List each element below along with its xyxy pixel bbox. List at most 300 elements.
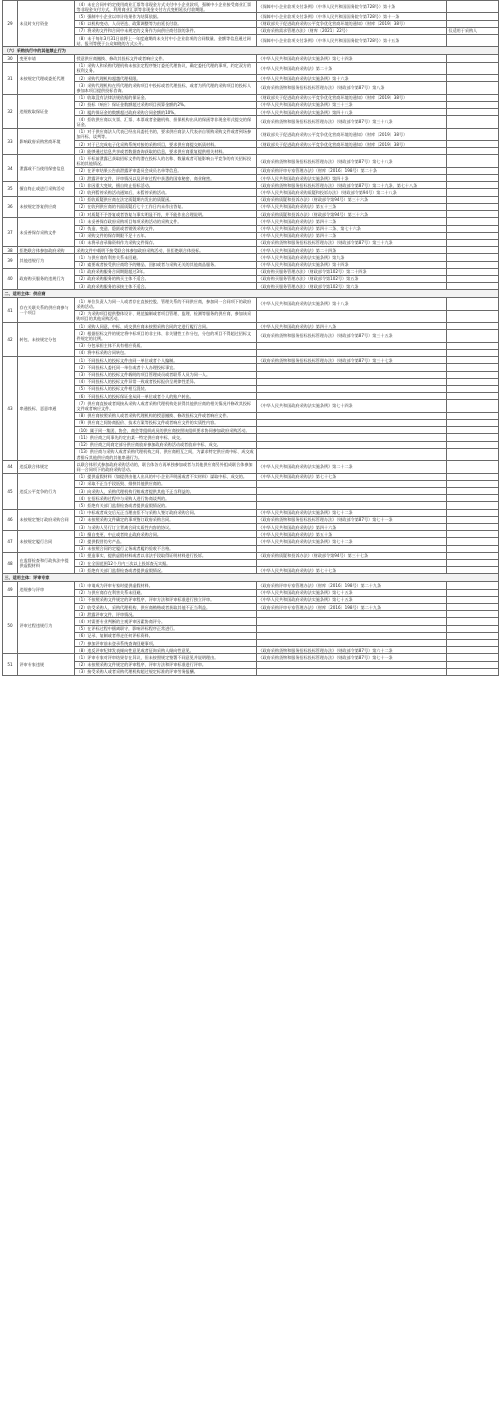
row-number: 48 bbox=[3, 552, 18, 574]
legal-basis-cell bbox=[257, 488, 447, 495]
situation-cell: （1）单位负责人为同一人或者存在直接控股、管理关系的不同供应商，参加同一合同项下的政府采购活动。 bbox=[75, 298, 257, 310]
table-row bbox=[3, 1, 499, 13]
note-cell bbox=[447, 448, 499, 460]
situation-cell: （2）投标（响应）保证金数额超过采购项目预算金额的2%。 bbox=[75, 101, 257, 108]
situation-cell: （3）对质疑不予答复或者答复与事实明显不符，并不能作出合理说明。 bbox=[75, 211, 257, 218]
situation-cell: （3）接受采购人或者采购代理机构超过规定标准的评审劳务报酬。 bbox=[75, 668, 257, 675]
legal-basis-cell: 《中华人民共和国政府采购法实施条例》第十四条 bbox=[257, 261, 447, 268]
legal-basis-cell bbox=[257, 502, 447, 509]
situation-cell: （1）中标或者成交后无正当理由拒不与采购人签订政府采购合同。 bbox=[75, 509, 257, 516]
note-cell bbox=[447, 283, 499, 290]
legal-basis-cell bbox=[257, 545, 447, 552]
note-cell bbox=[447, 261, 499, 268]
note-cell bbox=[447, 254, 499, 261]
table-row bbox=[3, 196, 499, 203]
section-header-row bbox=[3, 47, 499, 55]
situation-cell: （5）强制中小企业以审计结果作为结算依据。 bbox=[75, 13, 257, 20]
note-cell bbox=[447, 640, 499, 647]
legal-basis-cell: 《政府采购评审专家管理办法》（财库〔2016〕198号）第二十条 bbox=[257, 167, 447, 174]
legal-basis-cell: 《政府采购货物和服务招标投标管理办法》（财政部令第87号）第三十五条 bbox=[257, 330, 447, 342]
situation-cell: （2）在收到供应商的书面质疑后七个工作日内未作出答复。 bbox=[75, 203, 257, 210]
table-row bbox=[3, 167, 499, 174]
behavior-cell: 拒绝联合体参加政府采购 bbox=[18, 247, 75, 254]
situation-cell: （4）对需要专业判断的主观评审因素协商评分。 bbox=[75, 618, 257, 625]
note-cell: 仅适用于采购人 bbox=[447, 27, 499, 34]
legal-basis-cell bbox=[257, 495, 447, 502]
section-title: 二、适用主体：供应商 bbox=[3, 290, 499, 298]
section-title: 三、适用主体：评审专家 bbox=[3, 574, 499, 582]
situation-cell: （1）非因重大变故，擅自终止招标活动。 bbox=[75, 182, 257, 189]
table-row bbox=[3, 441, 499, 448]
situation-cell: （8）违反评审纪律发表倾向性意见或者征询采购人倾向性意见。 bbox=[75, 647, 257, 654]
situation-cell: （1）评审专家对评审结果存在异议，但未按照规定签署不同意见并说明理由。 bbox=[75, 654, 257, 661]
note-cell bbox=[447, 538, 499, 545]
table-row bbox=[3, 385, 499, 392]
table-row bbox=[3, 611, 499, 618]
table-row bbox=[3, 654, 499, 661]
situation-cell: （5）不同投标人的投标文件相互混装。 bbox=[75, 385, 257, 392]
legal-basis-cell bbox=[257, 434, 447, 441]
table-row bbox=[3, 141, 499, 148]
table-row bbox=[3, 552, 499, 559]
situation-cell: （1）收取没有法律法规依据的保证金。 bbox=[75, 94, 257, 101]
note-cell bbox=[447, 268, 499, 275]
situation-cell: （13）供应商与采购人或者采购代理机构之间、供应商相互之间，为谋求特定供应商中标、成交或者排斥其他供应商的其他串通行为。 bbox=[75, 448, 257, 460]
note-cell bbox=[447, 211, 499, 218]
note-cell bbox=[447, 647, 499, 654]
section-title: （六）采购执行中的其他禁止行为 bbox=[3, 47, 499, 55]
table-row bbox=[3, 596, 499, 603]
legal-basis-cell: 《政府采购货物和服务招标投标管理办法》（财政部令第87号）第七十一条 bbox=[257, 516, 447, 523]
situation-cell: （2）政府采购服务的购买主体不适合。 bbox=[75, 275, 257, 282]
situation-cell: （7）将采购文件和合同中未规定的义务作为向供应商付款的条件。 bbox=[75, 27, 257, 34]
situation-cell: （3）向采购人、采购代理机构行贿或者提供其他不正当利益的。 bbox=[75, 488, 257, 495]
row-number: 30 bbox=[3, 55, 18, 62]
note-cell bbox=[447, 582, 499, 589]
note-cell bbox=[447, 412, 499, 419]
note-cell bbox=[447, 589, 499, 596]
situation-cell: （2）与供应商存在利害关系未回避。 bbox=[75, 589, 257, 596]
table-row bbox=[3, 211, 499, 218]
note-cell bbox=[447, 495, 499, 502]
note-cell bbox=[447, 461, 499, 473]
legal-basis-cell: 《中华人民共和国政府采购法》第五十三条 bbox=[257, 203, 447, 210]
situation-cell: （8）供应商按照采购人或者采购代理机构的授意撤换、修改投标文件或者响应文件。 bbox=[75, 412, 257, 419]
note-cell bbox=[447, 239, 499, 246]
table-row bbox=[3, 589, 499, 596]
table-row bbox=[3, 283, 499, 290]
row-number: 31 bbox=[3, 62, 18, 94]
situation-cell: （1）对于供应商法人代表已经出具委托书的，要求供应商法人代表亲自领购采购文件或者到场参加开标、谈判等。 bbox=[75, 128, 257, 140]
table-row bbox=[3, 495, 499, 502]
situation-cell: （2）为采购项目提供整体设计、规范编制或者项目管理、监理、检测等服务的供应商，参加该采购项目的其他采购活动。 bbox=[75, 310, 257, 322]
behavior-cell: 其他违规行为 bbox=[18, 254, 75, 268]
row-number: 39 bbox=[3, 254, 18, 268]
situation-cell: （2）根据招标文件的规定将中标项目的非主体、非关键性工作分包，分包的项目不得超过招标文件规定的比例。 bbox=[75, 330, 257, 342]
table-row bbox=[3, 254, 499, 261]
situation-cell: （5）在评标过程中擅离职守，影响评标程序正常进行。 bbox=[75, 625, 257, 632]
legal-basis-cell bbox=[257, 148, 447, 155]
legal-basis-cell bbox=[257, 364, 447, 371]
situation-cell: （12）供应商之间商定部分供应商放弃参加政府采购活动或者放弃中标、成交。 bbox=[75, 441, 257, 448]
table-row bbox=[3, 330, 499, 342]
legal-basis-cell bbox=[257, 668, 447, 675]
behavior-cell: 未按规定履行合同 bbox=[18, 531, 75, 553]
table-row bbox=[3, 378, 499, 385]
note-cell bbox=[447, 632, 499, 639]
situation-cell: （2）收受采购人、采购代理机构、供应商贿赂或者获取其他不正当利益。 bbox=[75, 604, 257, 611]
table-row bbox=[3, 27, 499, 34]
behavior-cell: 政府购买服务的违规行为 bbox=[18, 268, 75, 290]
situation-cell: （6）记录、复制或者带走任何评标资料。 bbox=[75, 632, 257, 639]
row-number: 38 bbox=[3, 247, 18, 254]
legal-basis-cell: 《政府采购货物和服务招标投标管理办法》（财政部令第87号）第六十二条 bbox=[257, 647, 447, 654]
table-row bbox=[3, 247, 499, 254]
legal-basis-cell bbox=[257, 611, 447, 618]
legal-basis-cell: 《政府采购质疑和投诉办法》（财政部令第94号）第三十六条 bbox=[257, 211, 447, 218]
table-row bbox=[3, 218, 499, 225]
legal-basis-cell: 《中华人民共和国政府采购法实施条例》第七十二条 bbox=[257, 538, 447, 545]
situation-cell: （1）采购人同意，中标、成交供应商未按照采购合同约定进行履行合同。 bbox=[75, 323, 257, 330]
situation-cell: （6）不同投标人的投标保证金从同一单位或者个人的账户转出。 bbox=[75, 393, 257, 400]
legal-basis-cell: 《中华人民共和国政府采购法实施条例》第二十二条 bbox=[257, 461, 447, 473]
situation-cell: （4）未将录音录像资料作为采购文件保存。 bbox=[75, 239, 257, 246]
situation-cell: （4）将中标采购合同转包。 bbox=[75, 349, 257, 356]
note-cell bbox=[447, 400, 499, 412]
legal-basis-cell bbox=[257, 371, 447, 378]
table-row bbox=[3, 604, 499, 611]
legal-basis-cell: 《政府采购货物和服务招标投标管理办法》（财政部令第87号）第七十八条 bbox=[257, 155, 447, 167]
situation-cell: （3）采购文件的保存期限不足十五年。 bbox=[75, 232, 257, 239]
table-row bbox=[3, 545, 499, 552]
note-cell bbox=[447, 618, 499, 625]
legal-basis-cell: 《政府采购货物和服务招标投标管理办法》（财政部令第87号）第三十八条 bbox=[257, 116, 447, 128]
table-row bbox=[3, 349, 499, 356]
situation-cell: （2）采购代理机构超越代理权限。 bbox=[75, 75, 257, 82]
legal-basis-cell: 《中华人民共和国政府采购法》第四十六条 bbox=[257, 524, 447, 531]
legal-basis-cell bbox=[257, 480, 447, 487]
table-row bbox=[3, 182, 499, 189]
table-row bbox=[3, 261, 499, 268]
note-cell bbox=[447, 175, 499, 182]
table-row bbox=[3, 427, 499, 434]
legal-basis-cell: 《财政部关于促进政府采购公平竞争优化营商环境的通知》（财库〔2019〕38号） bbox=[257, 141, 447, 148]
legal-basis-cell: 《中华人民共和国政府采购法实施条例》第七十二条 bbox=[257, 509, 447, 516]
behavior-cell: 串通投标、恶意串通 bbox=[18, 357, 75, 461]
legal-basis-cell: 《中华人民共和国政府采购法》第四十二条 bbox=[257, 232, 447, 239]
behavior-cell: 未按规定答复供应商 bbox=[18, 196, 75, 218]
legal-basis-cell: 《中华人民共和国政府采购法》第七十七条 bbox=[257, 567, 447, 574]
situation-cell: （3）泄露评审文件、评审情况以及评审过程中获悉的国家秘密、商业秘密。 bbox=[75, 175, 257, 182]
table-row bbox=[3, 175, 499, 182]
situation-cell: （1）政府采购服务合同期限超过3年。 bbox=[75, 268, 257, 275]
behavior-cell: 泄露或不当使用保密信息 bbox=[18, 155, 75, 182]
legal-basis-cell bbox=[257, 661, 447, 668]
note-cell bbox=[447, 155, 499, 167]
situation-cell: （9）供应商之间协商报价、技术方案等投标文件或者响应文件的实质性内容。 bbox=[75, 419, 257, 426]
note-cell bbox=[447, 62, 499, 74]
note-cell bbox=[447, 654, 499, 661]
situation-cell: （1）申请成为评审专家时提供虚假材料。 bbox=[75, 582, 257, 589]
note-cell bbox=[447, 82, 499, 94]
situation-cell: （1）擅自变更、中止或者终止政府采购合同。 bbox=[75, 531, 257, 538]
row-number: 33 bbox=[3, 128, 18, 155]
legal-basis-cell: 《政府采购货物和服务招标投标管理办法》（财政部令第87号）第三十九条 bbox=[257, 239, 447, 246]
note-cell bbox=[447, 342, 499, 349]
note-cell bbox=[447, 182, 499, 189]
table-row bbox=[3, 560, 499, 567]
legal-basis-cell: 《政府采购评审专家管理办法》（财库〔2016〕198号）第二十九条 bbox=[257, 582, 447, 589]
table-row bbox=[3, 310, 499, 322]
situation-cell: （2）采取不正当手段诋毁、排挤其他供应商的。 bbox=[75, 480, 257, 487]
table-row bbox=[3, 275, 499, 282]
situation-cell: （3）履约保证金的数额超过政府采购合同金额的10%。 bbox=[75, 109, 257, 116]
table-row bbox=[3, 668, 499, 675]
violations-table bbox=[2, 0, 499, 676]
table-row bbox=[3, 509, 499, 516]
situation-cell: （4）拒收供应商以支票、汇票、本票或者金融机构、担保机构出具的保函等非现金形式提交的保证金。 bbox=[75, 116, 257, 128]
note-cell bbox=[447, 55, 499, 62]
table-row bbox=[3, 35, 499, 47]
note-cell bbox=[447, 196, 499, 203]
situation-cell: （11）供应商之间事先约定由某一特定供应商中标、成交。 bbox=[75, 434, 257, 441]
behavior-cell: 存在关联关系的供应商参与一个项目 bbox=[18, 298, 75, 323]
note-cell bbox=[447, 364, 499, 371]
table-row bbox=[3, 567, 499, 574]
behavior-cell: 违规收取保证金 bbox=[18, 94, 75, 128]
legal-basis-cell: 《中华人民共和国政府采购法》第四十八条 bbox=[257, 323, 447, 330]
legal-basis-cell: 《中华人民共和国政府采购法实施条例》第九条 bbox=[257, 254, 447, 261]
behavior-cell: 未妥善保存采购文件 bbox=[18, 218, 75, 247]
legal-basis-cell: 《政府采购需求管理办法》（财库〔2021〕22号） bbox=[257, 27, 447, 34]
legal-basis-cell bbox=[257, 640, 447, 647]
table-row bbox=[3, 101, 499, 108]
situation-cell: （4）未在合同中约定使用商业汇票等非现金方式支付中小企业款项，强制中小企业接受商业汇票等非现金支付方式，利用商业汇票等非现金支付方式变相延长付款期限。 bbox=[75, 1, 257, 13]
situation-cell: （1）开标前泄露已获取招标文件的潜在投标人的名称、数量或者可能影响公平竞争的有关招标投标的其他情况。 bbox=[75, 155, 257, 167]
legal-basis-cell: 《中华人民共和国政府采购法》第四十二条 bbox=[257, 218, 447, 225]
note-cell bbox=[447, 225, 499, 232]
table-row bbox=[3, 323, 499, 330]
situation-cell: （8）未于每年3月31日前将上一年度逾期尚未支付中小企业款项的合同数量、金额等信息通过网站、报刊等便于公众知晓的方式公开。 bbox=[75, 35, 257, 47]
situation-cell: （7）参加评审前未登录系统查询回避事项。 bbox=[75, 640, 257, 647]
legal-basis-cell bbox=[257, 385, 447, 392]
note-cell bbox=[447, 167, 499, 174]
situation-cell: （3）不同投标人的投标文件载明的项目管理成员或者联系人员为同一人。 bbox=[75, 371, 257, 378]
table-row bbox=[3, 412, 499, 419]
note-cell bbox=[447, 378, 499, 385]
table-row bbox=[3, 13, 499, 20]
row-number: 32 bbox=[3, 94, 18, 128]
row-number: 45 bbox=[3, 473, 18, 509]
legal-basis-cell bbox=[257, 393, 447, 400]
note-cell bbox=[447, 94, 499, 101]
legal-basis-cell: 《中华人民共和国政府采购法》第五十条 bbox=[257, 531, 447, 538]
note-cell bbox=[447, 128, 499, 140]
situation-cell: （4）在招标采购过程中与采购人进行协商谈判的。 bbox=[75, 495, 257, 502]
note-cell bbox=[447, 596, 499, 603]
legal-basis-cell bbox=[257, 441, 447, 448]
legal-basis-cell: 《政府采购评审专家管理办法》（财库〔2016〕198号）第二十九条 bbox=[257, 604, 447, 611]
situation-cell: （1）采购人和采购代理机构未按法定程序签订委托代理协议，确定委托代理的事项，约定双方的权利义务。 bbox=[75, 62, 257, 74]
table-row bbox=[3, 582, 499, 589]
table-row bbox=[3, 419, 499, 426]
note-cell bbox=[447, 385, 499, 392]
situation-cell: （1）提供虚假材料（如提供由他人出具的中小企业声明函或者不实材料）谋取中标、成交的。 bbox=[75, 473, 257, 480]
note-cell bbox=[447, 393, 499, 400]
note-cell bbox=[447, 531, 499, 538]
table-row bbox=[3, 298, 499, 310]
table-row bbox=[3, 531, 499, 538]
behavior-cell: 未及时支付资金 bbox=[18, 1, 75, 47]
legal-basis-cell: 《政府购买服务管理办法》（财政部令第102号）第六条 bbox=[257, 283, 447, 290]
table-row bbox=[3, 371, 499, 378]
table-row bbox=[3, 400, 499, 412]
note-cell bbox=[447, 323, 499, 330]
behavior-cell: 在监督检查和行政执法中提供虚假材料 bbox=[18, 552, 75, 574]
table-row bbox=[3, 524, 499, 531]
legal-basis-cell: 《中华人民共和国政府采购法实施条例》第十八条 bbox=[257, 298, 447, 310]
situation-cell: （1）与供应商有利害关系未回避。 bbox=[75, 254, 257, 261]
situation-cell: （3）采购代理机构在所代理的采购项目中投标或者代理投标，或者为所代理的采购项目的投标人参加本项目提供投标咨询。 bbox=[75, 82, 257, 94]
table-row bbox=[3, 473, 499, 480]
table-row bbox=[3, 268, 499, 275]
note-cell bbox=[447, 330, 499, 342]
row-number: 34 bbox=[3, 155, 18, 182]
section-header-row bbox=[3, 290, 499, 298]
note-cell bbox=[447, 488, 499, 495]
row-number: 46 bbox=[3, 509, 18, 531]
note-cell bbox=[447, 357, 499, 364]
table-row bbox=[3, 618, 499, 625]
situation-cell: （3）与采购人另行订立背离合同实质性内容的协议。 bbox=[75, 524, 257, 531]
row-number: 42 bbox=[3, 323, 18, 357]
legal-basis-cell: 《中华人民共和国政府采购法实施条例》第三十三条 bbox=[257, 101, 447, 108]
legal-basis-cell: 《中华人民共和国政府采购法实施条例》第七十五条 bbox=[257, 596, 447, 603]
note-cell bbox=[447, 13, 499, 20]
situation-cell: （2）伪造、变造、隐匿或者销毁采购文件。 bbox=[75, 225, 257, 232]
table-row bbox=[3, 94, 499, 101]
situation-cell: （3）政府采购服务的承接主体不适合。 bbox=[75, 283, 257, 290]
table-row bbox=[3, 516, 499, 523]
table-row bbox=[3, 480, 499, 487]
situation-cell: （1）拒收质疑供应商在法定质疑期内发出的质疑函。 bbox=[75, 196, 257, 203]
legal-basis-cell: 《政府采购货物和服务招标投标管理办法》（财政部令第87号）第八条 bbox=[257, 82, 447, 94]
legal-basis-cell bbox=[257, 419, 447, 426]
legal-basis-cell: 《中华人民共和国政府采购法实施条例》第七十五条 bbox=[257, 589, 447, 596]
table-row bbox=[3, 203, 499, 210]
note-cell bbox=[447, 148, 499, 155]
table-row bbox=[3, 232, 499, 239]
note-cell bbox=[447, 218, 499, 225]
legal-basis-cell bbox=[257, 378, 447, 385]
situation-cell: （1）不同投标人的投标文件由同一单位或者个人编制。 bbox=[75, 357, 257, 364]
note-cell bbox=[447, 625, 499, 632]
violations-table-body bbox=[3, 1, 499, 676]
row-number: 41 bbox=[3, 298, 18, 323]
note-cell bbox=[447, 1, 499, 13]
situation-cell: （2）在评审结果公告前泄露评审委员会成员名单等信息。 bbox=[75, 167, 257, 174]
note-cell bbox=[447, 661, 499, 668]
table-row bbox=[3, 393, 499, 400]
legal-basis-cell: 《财政部关于促进政府采购公平竞争优化营商环境的通知》（财库〔2019〕38号） bbox=[257, 20, 447, 27]
table-row bbox=[3, 128, 499, 140]
situation-cell: （3）拒绝有关部门监督检查或者提供虚假情况。 bbox=[75, 567, 257, 574]
situation-cell: （6）以机构变动、人员更迭、政策调整等为由延长付款。 bbox=[75, 20, 257, 27]
legal-basis-cell: 《中华人民共和国政府采购法》第七十七条 bbox=[257, 473, 447, 480]
legal-basis-cell: 《中华人民共和国政府采购质疑和投诉办法》（财政部令第94号）第二十八条 bbox=[257, 189, 447, 196]
situation-cell: （5）拒绝有关部门监督检查或者提供虚假情况的。 bbox=[75, 502, 257, 509]
situation-cell: （3）分包承担主体不具有相应资质。 bbox=[75, 342, 257, 349]
legal-basis-cell bbox=[257, 427, 447, 434]
note-cell bbox=[447, 560, 499, 567]
table-row bbox=[3, 632, 499, 639]
situation-cell: 以联合体形式参加政府采购活动的，联合体各方再单独参加或者与其他供应商另外组成联合体参加同一合同项下的政府采购活动。 bbox=[75, 461, 257, 473]
note-cell bbox=[447, 116, 499, 128]
table-row bbox=[3, 239, 499, 246]
behavior-cell: 未按规定代理或委托代理 bbox=[18, 62, 75, 94]
legal-basis-cell bbox=[257, 560, 447, 567]
row-number: 47 bbox=[3, 531, 18, 553]
table-row bbox=[3, 502, 499, 509]
row-number: 50 bbox=[3, 596, 18, 654]
legal-basis-cell bbox=[257, 625, 447, 632]
note-cell bbox=[447, 611, 499, 618]
table-row bbox=[3, 647, 499, 654]
situation-cell: （2）未按照采购文件规定的评审程序、评审方法和评审标准进行评审。 bbox=[75, 661, 257, 668]
situation-cell: （3）未按照合同约定履行义务或者履约验收不合格。 bbox=[75, 545, 257, 552]
table-row bbox=[3, 155, 499, 167]
note-cell bbox=[447, 203, 499, 210]
situation-cell: （2）对于已完成电子化采购系统对接的采购项目，要求供应商提交纸质材料。 bbox=[75, 141, 257, 148]
legal-basis-cell: 《中华人民共和国政府采购法实施条例》第四十八条 bbox=[257, 109, 447, 116]
table-row bbox=[3, 364, 499, 371]
note-cell bbox=[447, 20, 499, 27]
legal-basis-cell: 《中华人民共和国政府采购法实施条例》第七十四条 bbox=[257, 400, 447, 412]
row-number: 29 bbox=[3, 1, 18, 47]
table-row bbox=[3, 640, 499, 647]
note-cell bbox=[447, 109, 499, 116]
table-row bbox=[3, 109, 499, 116]
table-row bbox=[3, 461, 499, 473]
situation-cell: （10）属于同一集团、协会、商会等组织成员的供应商按照该组织要求协同参加政府采购活动。 bbox=[75, 427, 257, 434]
legal-basis-cell bbox=[257, 448, 447, 460]
situation-cell: （4）不同投标人的投标文件异常一致或者投标报价呈规律性差异。 bbox=[75, 378, 257, 385]
situation-cell: 采购文件中载明不接受联合体参加政府采购活动，但拒绝联合体投标。 bbox=[75, 247, 257, 254]
row-number: 37 bbox=[3, 218, 18, 247]
note-cell bbox=[447, 473, 499, 480]
table-row bbox=[3, 82, 499, 94]
note-cell bbox=[447, 75, 499, 82]
situation-cell: （7）供应商直接或者间接从采购人或者采购代理机构处获得其他供应商的相关情况并修改其投标文件或者响应文件。 bbox=[75, 400, 257, 412]
note-cell bbox=[447, 427, 499, 434]
legal-basis-cell: 《政府采购质疑和投诉办法》（财政部令第94号）第三十六条 bbox=[257, 196, 447, 203]
table-row bbox=[3, 148, 499, 155]
legal-basis-cell: 《财政部关于促进政府采购公平竞争优化营商环境的通知》（财库〔2019〕38号） bbox=[257, 94, 447, 101]
row-number: 40 bbox=[3, 268, 18, 290]
behavior-cell: 违反公平竞争的行为 bbox=[18, 473, 75, 509]
legal-basis-cell: 《中华人民共和国政府采购法实施条例》第十六条 bbox=[257, 75, 447, 82]
note-cell bbox=[447, 552, 499, 559]
note-cell bbox=[447, 545, 499, 552]
row-number: 44 bbox=[3, 461, 18, 473]
note-cell bbox=[447, 502, 499, 509]
behavior-cell: 变更申请 bbox=[18, 55, 75, 62]
table-row bbox=[3, 357, 499, 364]
situation-cell: （2）未按照采购文件确定的事项签订政府采购合同。 bbox=[75, 516, 257, 523]
legal-basis-cell: 《保障中小企业款项支付条例》（中华人民共和国国务院令第728号）第十条 bbox=[257, 1, 447, 13]
note-cell bbox=[447, 516, 499, 523]
row-number: 51 bbox=[3, 654, 18, 676]
